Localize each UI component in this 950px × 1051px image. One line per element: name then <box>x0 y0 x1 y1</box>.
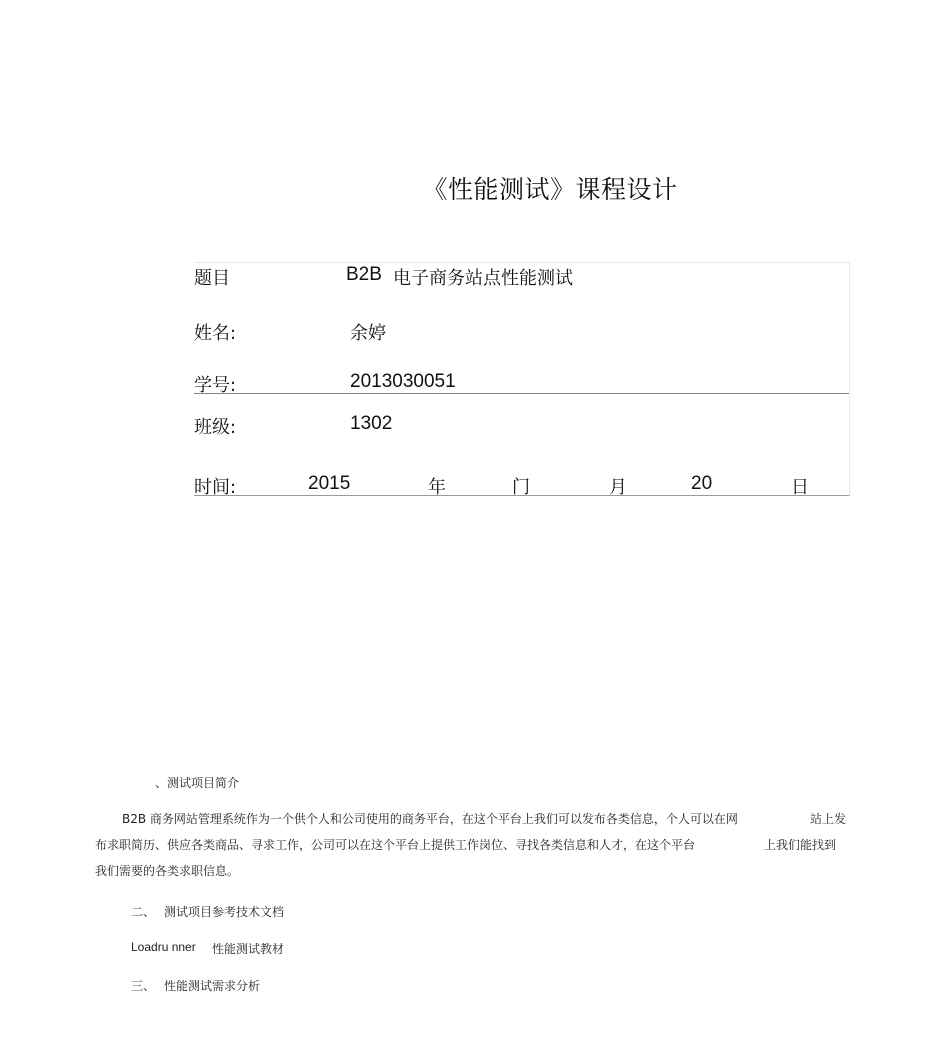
section-1-heading: 、测试项目简介 <box>155 776 240 790</box>
section-3-heading: 性能测试需求分析 <box>164 979 261 993</box>
name-value: 余婷 <box>350 323 386 344</box>
cover-info-table <box>194 262 850 496</box>
time-day: 20 <box>691 473 713 494</box>
time-year: 2015 <box>308 473 351 494</box>
section-2-item-text: 性能测试教材 <box>212 942 285 956</box>
class-value: 1302 <box>350 413 393 434</box>
section-1-para-line-1b: 站上发 <box>810 812 847 826</box>
student-id-label: 学号: <box>194 375 237 396</box>
document-title: 《性能测试》课程设计 <box>422 175 678 204</box>
time-day-unit: 日 <box>791 477 809 498</box>
student-id-value: 2013030051 <box>350 371 456 392</box>
section-2-heading: 测试项目参考技术文档 <box>164 905 285 919</box>
topic-prefix: B2B <box>346 264 382 285</box>
section-1-para-line-2b: 上我们能找到 <box>764 838 837 852</box>
time-year-unit: 年 <box>428 477 446 498</box>
class-label: 班级: <box>194 417 237 438</box>
section-1-para-line-2a: 布求职简历、供应各类商品、寻求工作，公司可以在这个平台上提供工作岗位、寻找各类信息和人才，在这个平台 <box>95 838 696 852</box>
time-label: 时间: <box>194 477 237 498</box>
table-divider <box>194 393 849 394</box>
section-1-para-line-3: 我们需要的各类求职信息。 <box>95 864 240 878</box>
section-3-number: 三、 <box>131 979 156 993</box>
section-2-number: 二、 <box>131 905 156 919</box>
time-month: 门 <box>512 477 530 498</box>
section-2-item-latin: Loadru nner <box>131 940 196 954</box>
topic-label: 题目 <box>194 268 230 289</box>
name-label: 姓名: <box>194 323 237 344</box>
topic-value: 电子商务站点性能测试 <box>393 268 573 289</box>
time-month-unit: 月 <box>609 477 627 498</box>
section-1-para-line-1a: B2B 商务网站管理系统作为一个供个人和公司使用的商务平台，在这个平台上我们可以发布各类信息，个人可以在网 <box>122 812 738 826</box>
